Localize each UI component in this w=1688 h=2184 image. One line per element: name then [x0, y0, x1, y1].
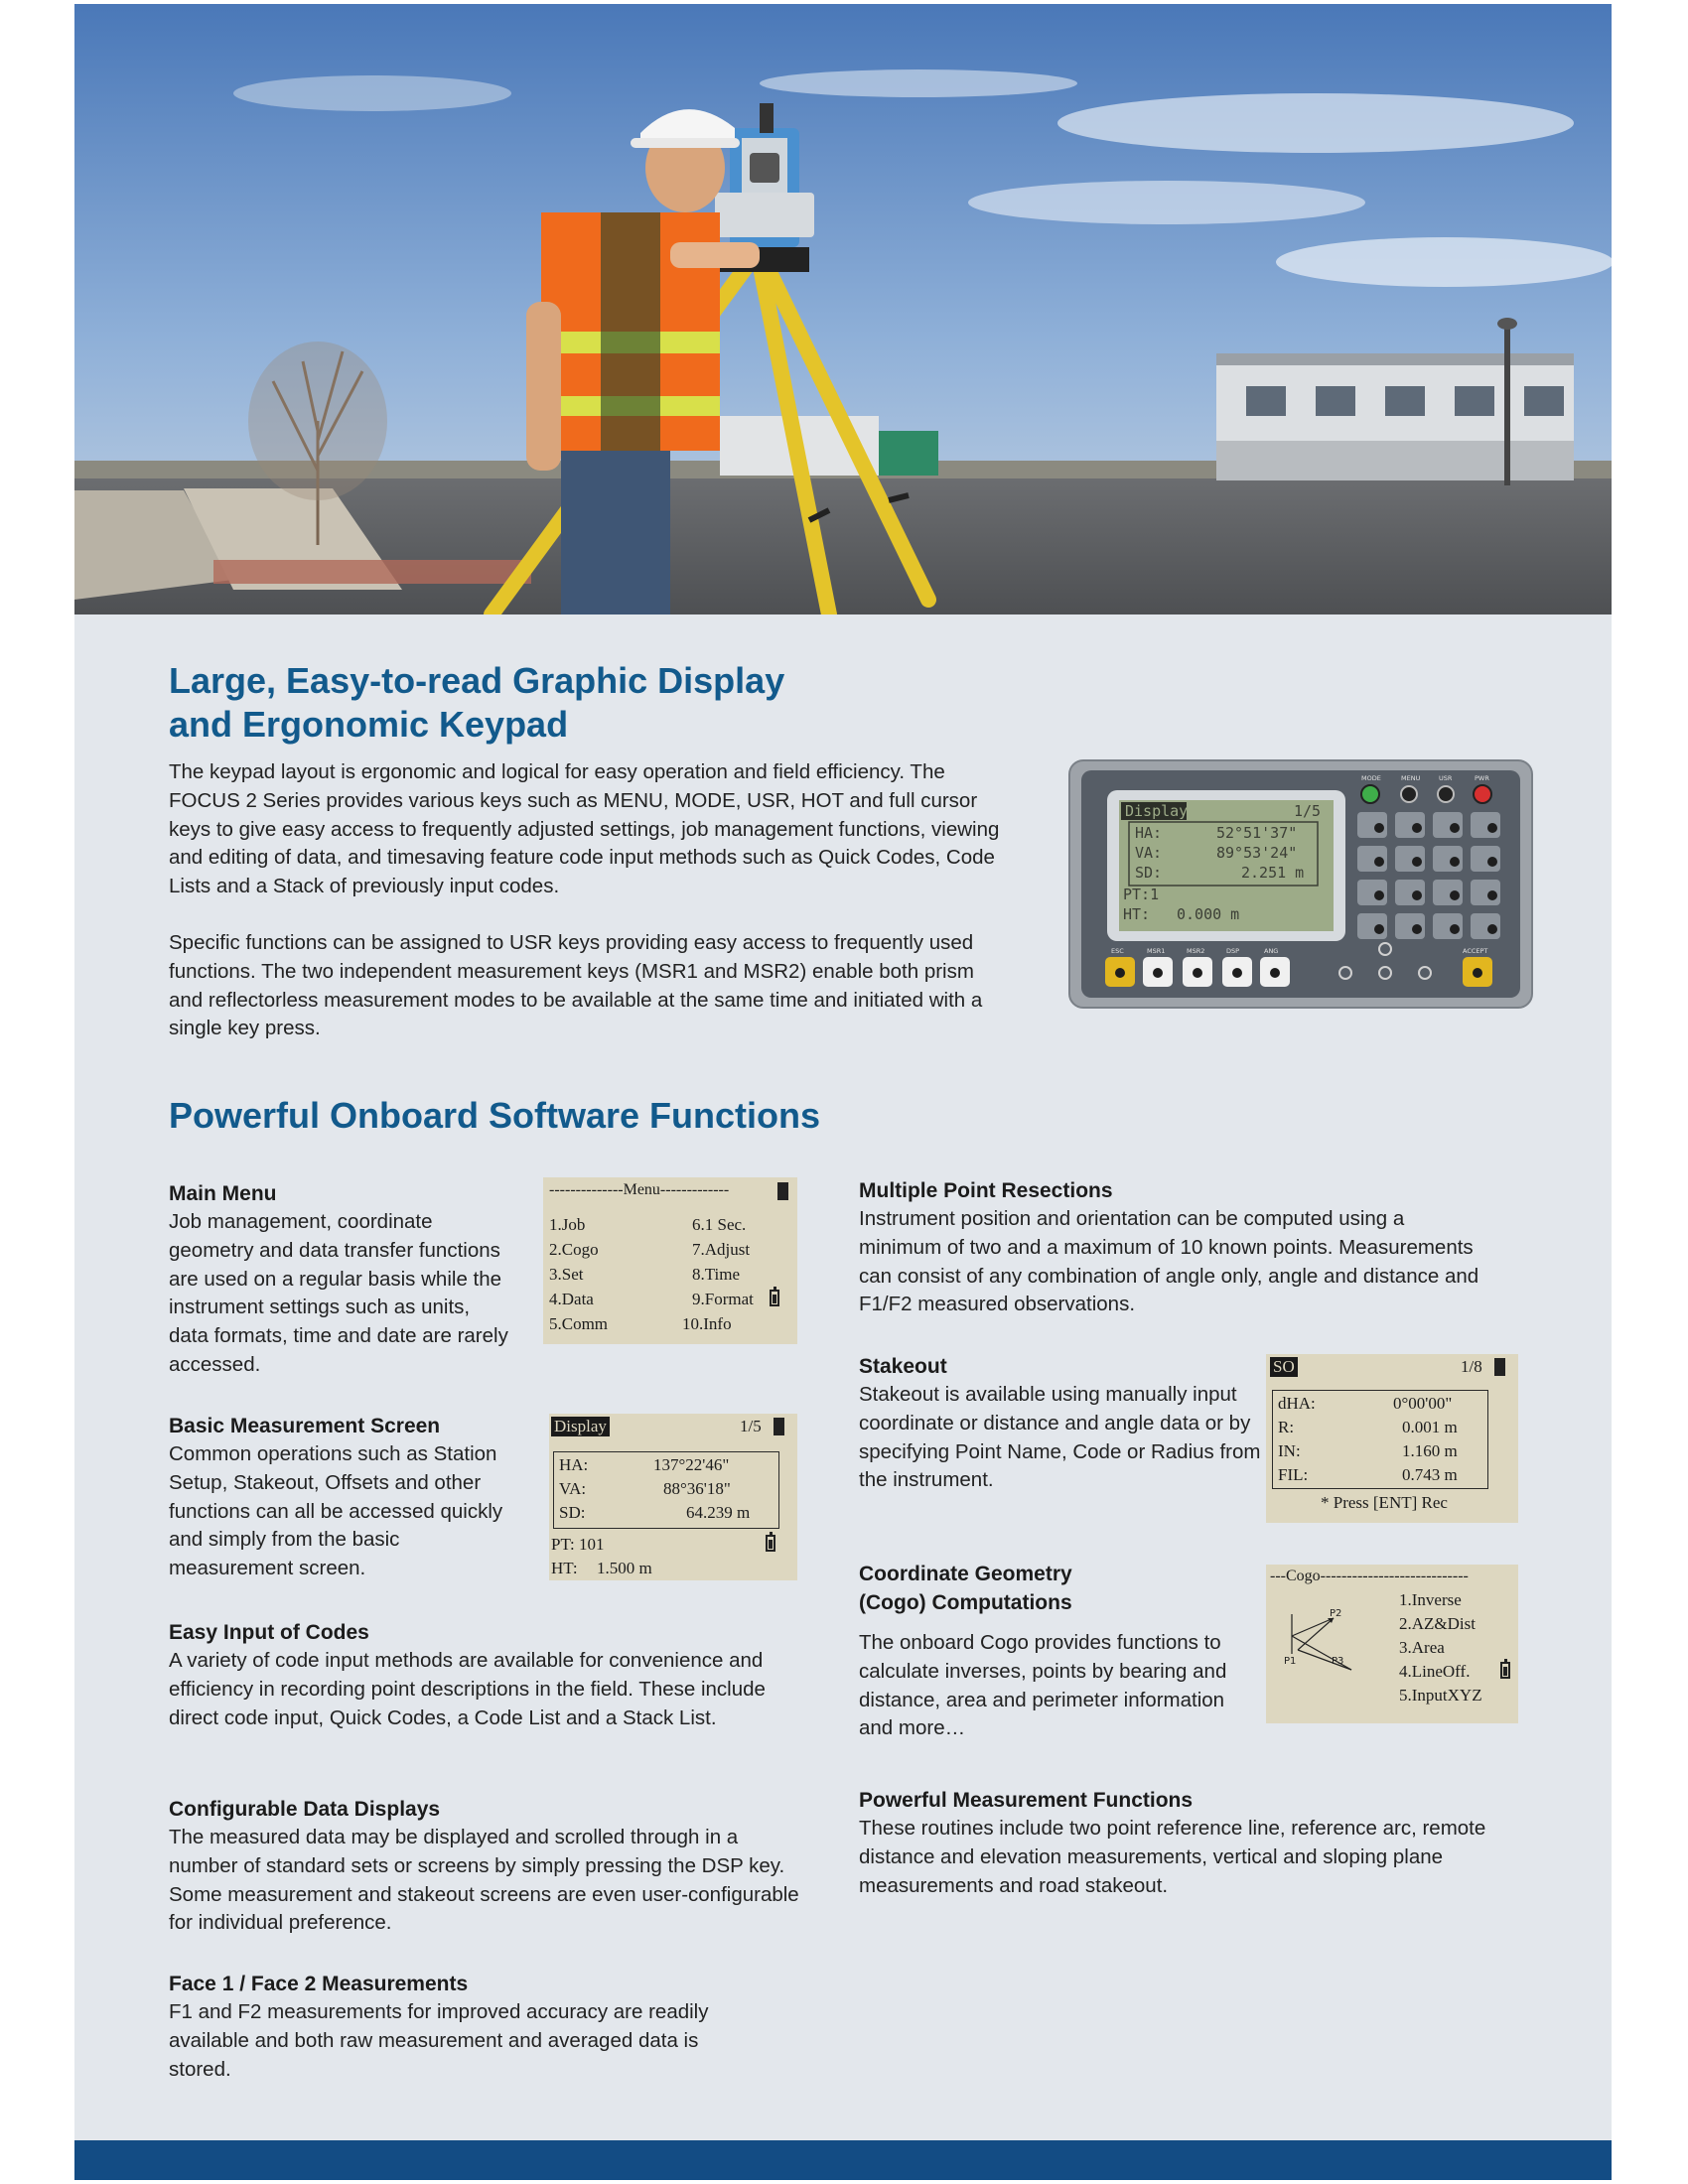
feature-title: Face 1 / Face 2 Measurements	[169, 1973, 469, 1995]
key-label-accept: ACCEPT	[1463, 947, 1488, 955]
surveyor-photo-illustration	[74, 4, 1612, 614]
section-title-display	[169, 659, 864, 747]
feature-title: Powerful Measurement Functions	[859, 1789, 1194, 1812]
stakeout-fil-value: 0.743 m	[1402, 1465, 1458, 1484]
cogo-item-inputxyz: 5.InputXYZ	[1399, 1686, 1482, 1705]
display-screen-title: Display	[551, 1417, 610, 1436]
cogo-item-azdist: 2.AZ&Dist	[1399, 1614, 1476, 1633]
cogo-diagram-icon	[1282, 1606, 1361, 1686]
cogo-screen-header: ---Cogo----------------------------	[1270, 1568, 1469, 1584]
key-label-esc: ESC	[1111, 947, 1124, 955]
key-label-mode: MODE	[1361, 774, 1381, 782]
display-paragraph-1: The keypad layout is ergonomic and logical for easy operation and field efficiency. The FOCUS 2 Series provides various keys such as MENU, MODE, USR, HOT and full cursor keys to give easy access to frequently adjusted settings, job management functions, viewing and editing of data, and timesaving feature code input methods such as Quick Codes, Code Lists and a Stack of previously input codes.	[169, 760, 1000, 898]
stakeout-footer: * Press [ENT] Rec	[1321, 1493, 1448, 1512]
lcd-page: 1/5	[1294, 802, 1322, 820]
battery-icon	[770, 1290, 779, 1306]
lcd-sd-label: SD:	[1135, 864, 1163, 882]
lcd-ht-value: 0.000 m	[1177, 905, 1240, 923]
feature-text: Instrument position and orientation can be computed using a minimum of two and a maximum of 10 known points. Measurements can consist of any combination of angle only, angle and distance and F1/F2 measured observations.	[859, 1207, 1479, 1316]
menu-item-job: 1.Job	[549, 1215, 586, 1234]
feature-text: A variety of code input methods are available for convenience and efficiency in recording point descriptions in the field. These include direct code input, Quick Codes, a Code List and a Stack List.	[169, 1649, 766, 1729]
stakeout-r-value: 0.001 m	[1402, 1418, 1458, 1436]
menu-screen-header: --------------Menu-------------	[549, 1181, 730, 1198]
feature-powerful	[859, 1786, 1514, 1900]
menu-item-data: 4.Data	[549, 1290, 594, 1308]
menu-item-1sec: 6.1 Sec.	[692, 1215, 747, 1234]
lcd-title: Display	[1125, 802, 1189, 820]
feature-title-line-1: Coordinate Geometry	[859, 1563, 1072, 1585]
menu-item-format: 9.Format	[692, 1290, 754, 1308]
display-paragraphs	[169, 758, 1008, 1043]
stakeout-screen-title: SO	[1270, 1357, 1298, 1377]
stakeout-r-label: R:	[1278, 1418, 1295, 1436]
display-va-value: 88°36'18"	[663, 1479, 731, 1498]
cogo-p2-label: P2	[1330, 1608, 1342, 1619]
cogo-item-inverse: 1.Inverse	[1399, 1590, 1462, 1609]
display-pt: PT: 101	[551, 1535, 605, 1554]
feature-text: These routines include two point reference line, reference arc, remote distance and elevation measurements, vertical and sloping plane measurements and road stakeout.	[859, 1817, 1486, 1897]
feature-title: Configurable Data Displays	[169, 1798, 441, 1821]
feature-text: F1 and F2 measurements for improved accuracy are readily available and both raw measurement and averaged data is stored.	[169, 2000, 709, 2081]
display-ht-value: 1.500 m	[597, 1559, 652, 1577]
stakeout-in-label: IN:	[1278, 1441, 1301, 1460]
brochure-page	[74, 4, 1612, 2180]
feature-title: Basic Measurement Screen	[169, 1415, 441, 1437]
feature-title: Multiple Point Resections	[859, 1179, 1113, 1202]
section-title-software: Powerful Onboard Software Functions	[169, 1095, 821, 1136]
display-sd-value: 64.239 m	[686, 1503, 751, 1522]
footer-bar	[74, 2140, 1612, 2180]
title-line-1: Large, Easy-to-read Graphic Display	[169, 660, 785, 701]
feature-title: Main Menu	[169, 1182, 277, 1205]
display-screen-page: 1/5	[740, 1417, 762, 1435]
feature-title: Easy Input of Codes	[169, 1621, 369, 1644]
feature-text: The measured data may be displayed and scrolled through in a number of standard sets or screens by simply pressing the DSP key. Some measurement and stakeout screens are even user-configurable for individual preference.	[169, 1826, 799, 1935]
menu-screen	[543, 1177, 797, 1344]
menu-item-info: 10.Info	[682, 1314, 732, 1333]
menu-item-adjust: 7.Adjust	[692, 1240, 751, 1259]
feature-resections	[859, 1176, 1489, 1319]
battery-icon	[1500, 1662, 1510, 1679]
key-label-msr1: MSR1	[1147, 947, 1166, 955]
feature-main-menu	[169, 1179, 511, 1380]
key-label-ang: ANG	[1264, 947, 1279, 955]
hero-photo	[74, 4, 1612, 614]
feature-text: Stakeout is available using manually input coordinate or distance and angle data or by specifying Point Name, Code or Radius from the instrument.	[859, 1383, 1261, 1492]
feature-text: The onboard Cogo provides functions to calculate inverses, points by bearing and distance, area and perimeter information and more…	[859, 1631, 1227, 1740]
lcd-pt: PT:1	[1123, 886, 1160, 903]
scroll-indicator	[1494, 1358, 1505, 1376]
feature-easy-input	[169, 1618, 804, 1732]
stakeout-screen-page: 1/8	[1461, 1357, 1482, 1376]
display-ha-label: HA:	[559, 1455, 589, 1474]
lcd-va-label: VA:	[1135, 844, 1163, 862]
key-label-menu: MENU	[1401, 774, 1421, 782]
menu-item-cogo: 2.Cogo	[549, 1240, 599, 1259]
key-label-usr: USR	[1439, 774, 1453, 782]
display-screen	[549, 1414, 797, 1580]
feature-text: Job management, coordinate geometry and data transfer functions are used on a regular basis while the instrument settings such as units, data formats, time and date are rarely accessed.	[169, 1210, 508, 1376]
menu-item-set: 3.Set	[549, 1265, 584, 1284]
feature-face	[169, 1970, 710, 2084]
battery-icon	[766, 1535, 775, 1552]
feature-title: Stakeout	[859, 1355, 947, 1378]
display-sd-label: SD:	[559, 1503, 586, 1522]
lcd-va-value: 89°53'24"	[1216, 844, 1298, 862]
stakeout-screen	[1266, 1354, 1518, 1523]
keypad-illustration	[1067, 758, 1534, 1010]
feature-cogo	[859, 1560, 1261, 1743]
menu-item-comm: 5.Comm	[549, 1314, 609, 1333]
feature-basic-measurement	[169, 1412, 511, 1583]
stakeout-in-value: 1.160 m	[1402, 1441, 1458, 1460]
menu-item-time: 8.Time	[692, 1265, 741, 1284]
key-label-msr2: MSR2	[1187, 947, 1205, 955]
display-va-label: VA:	[559, 1479, 587, 1498]
cogo-screen	[1266, 1565, 1518, 1723]
feature-title-line-2: (Cogo) Computations	[859, 1591, 1072, 1614]
cogo-p1-label: P1	[1284, 1656, 1297, 1667]
display-paragraph-2: Specific functions can be assigned to USR keys providing easy access to frequently used functions. The two independent measurement keys (MSR1 and MSR2) enable both prism and reflectorless measurement modes to be available at the same time and initiated with a single key press.	[169, 930, 983, 1040]
lcd-ha-label: HA:	[1135, 824, 1163, 842]
cogo-item-lineoff: 4.LineOff.	[1399, 1662, 1471, 1681]
key-label-dsp: DSP	[1226, 947, 1240, 955]
title-line-2: and Ergonomic Keypad	[169, 704, 569, 745]
key-label-pwr: PWR	[1475, 774, 1489, 782]
lcd-sd-value: 2.251 m	[1241, 864, 1305, 882]
lcd-ht-label: HT:	[1123, 905, 1151, 923]
scroll-indicator	[777, 1182, 788, 1200]
stakeout-fil-label: FIL:	[1278, 1465, 1309, 1484]
scroll-indicator	[774, 1418, 784, 1435]
display-ha-value: 137°22'46"	[653, 1455, 730, 1474]
cogo-item-area: 3.Area	[1399, 1638, 1445, 1657]
cogo-p3-label: P3	[1332, 1656, 1344, 1667]
display-ht-label: HT:	[551, 1559, 578, 1577]
feature-configurable	[169, 1795, 804, 1938]
feature-stakeout	[859, 1352, 1261, 1495]
stakeout-dha-value: 0°00'00"	[1393, 1394, 1453, 1413]
feature-text: Common operations such as Station Setup, Stakeout, Offsets and other functions can all be accessed quickly and simply from the basic measurement screen.	[169, 1442, 503, 1580]
keypad-device-image	[1067, 758, 1534, 1010]
stakeout-dha-label: dHA:	[1278, 1394, 1316, 1413]
lcd-ha-value: 52°51'37"	[1216, 824, 1298, 842]
